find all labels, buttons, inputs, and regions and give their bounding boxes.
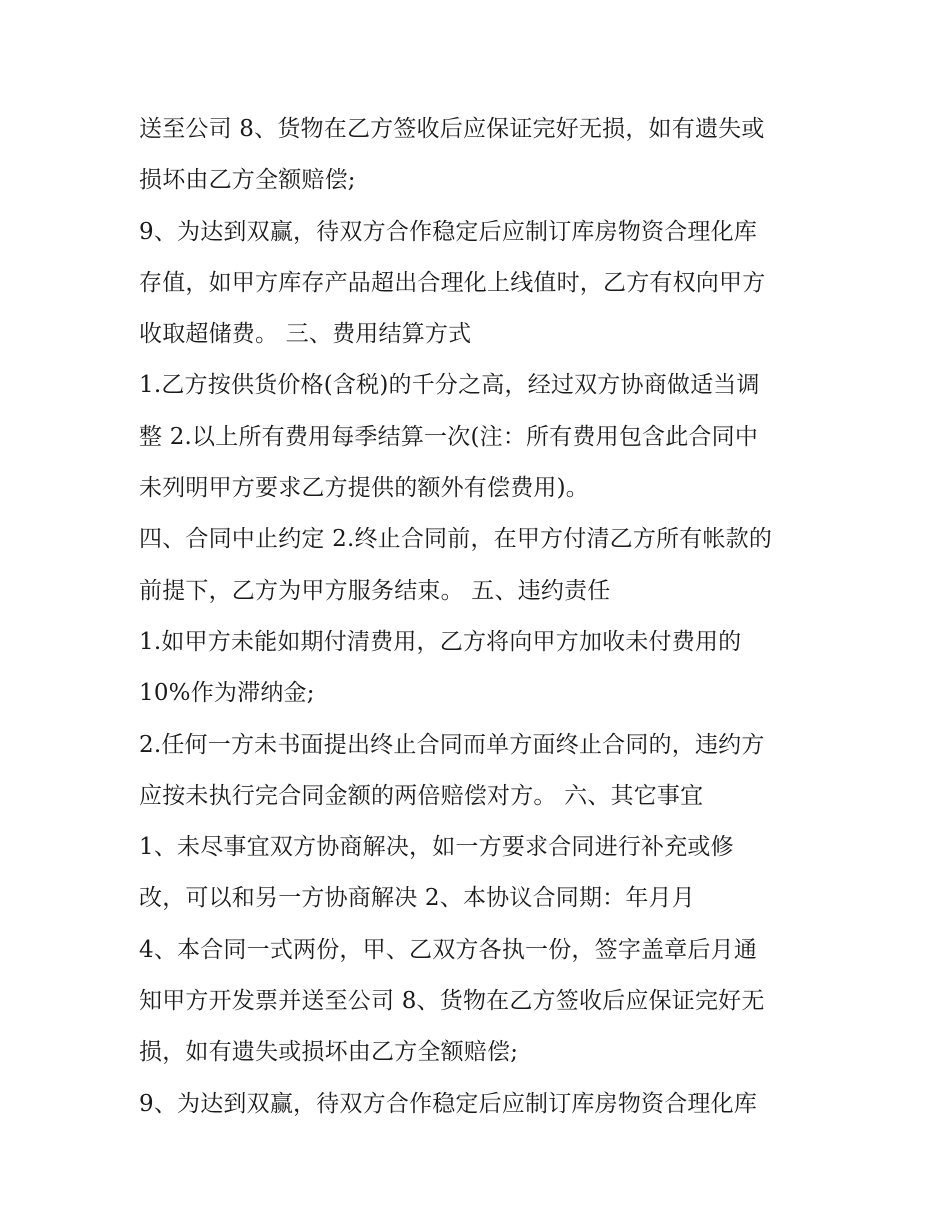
contract-text-body [139,104,829,1130]
text-line: 应按未执行完合同金额的两倍赔偿对方。 六、其它事宜 [139,782,704,809]
text-line: 前提下，乙方为甲方服务结束。 五、违约责任 [139,577,611,604]
text-line: 10%作为滞纳金; [139,680,315,707]
text-line: 送至公司 8、货物在乙方签收后应保证完好无损，如有遗失或 [139,116,765,142]
text-line: 1.乙方按供货价格(含税)的千分之高，经过双方协商做适当调 [139,372,760,399]
text-line: 收取超储费。 三、费用结算方式 [139,321,472,348]
text-line: 损，如有遗失或损坏由乙方全额赔偿; [139,1039,519,1066]
text-line: 知甲方开发票并送至公司 8、货物在乙方签收后应保证完好无 [139,988,765,1015]
text-line: 改，可以和另一方协商解决 2、本协议合同期：年月月 [139,885,695,912]
text-line: 9、为达到双赢，待双方合作稳定后应制订库房物资合理化库 [139,218,758,245]
text-line: 未列明甲方要求乙方提供的额外有偿费用)。 [139,475,589,502]
text-line: 2.任何一方未书面提出终止合同而单方面终止合同的，违约方 [139,731,765,758]
text-line: 四、合同中止约定 2.终止合同前，在甲方付清乙方所有帐款的 [139,526,773,553]
text-line: 整 2.以上所有费用每季结算一次(注：所有费用包含此合同中 [139,423,759,450]
text-line: 1.如甲方未能如期付清费用，乙方将向甲方加收未付费用的 [139,628,742,655]
text-line: 4、本合同一式两份，甲、乙双方各执一份，签字盖章后月通 [139,936,758,963]
text-line: 1、未尽事宜双方协商解决，如一方要求合同进行补充或修 [139,834,734,861]
text-line: 损坏由乙方全额赔偿; [139,167,356,194]
text-line: 9、为达到双赢，待双方合作稳定后应制订库房物资合理化库 [139,1090,758,1117]
text-line: 存值，如甲方库存产品超出合理化上线值时，乙方有权向甲方 [139,269,766,296]
